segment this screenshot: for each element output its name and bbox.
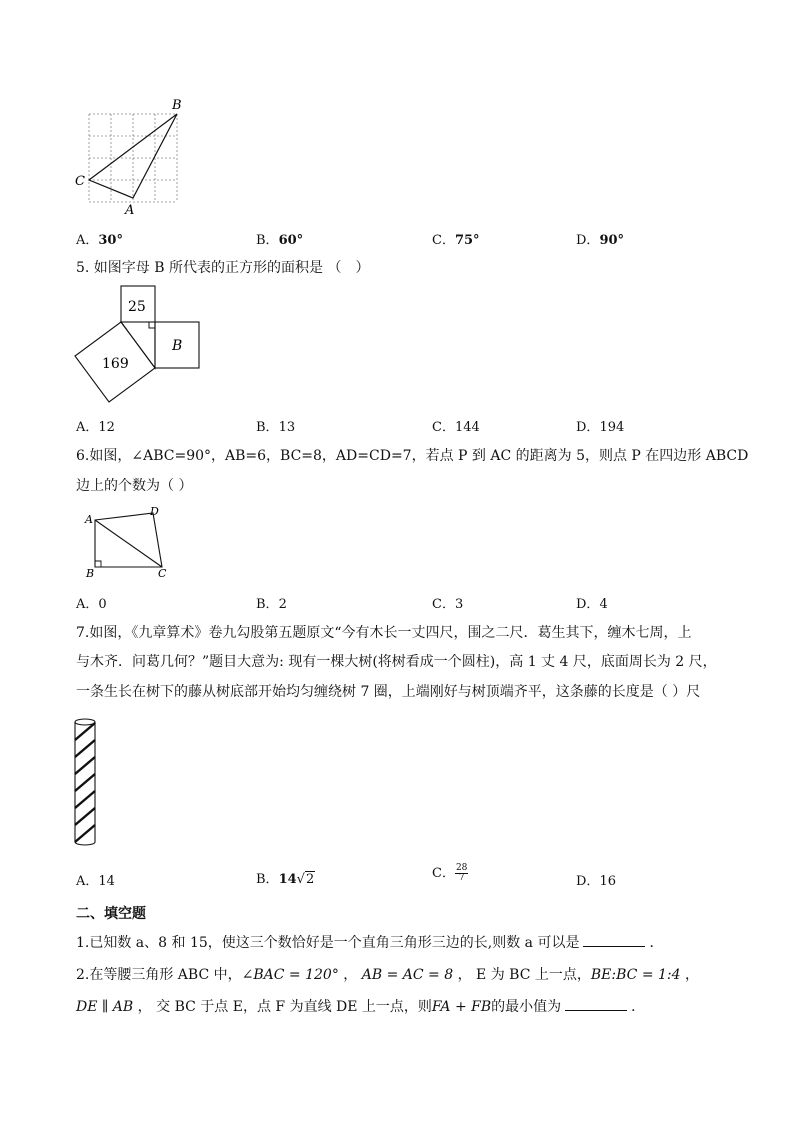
q6-label-a: A xyxy=(85,513,93,526)
q7-stem-line1: 7.如图，《九章算术》卷九勾股第五题原文“今有木长一丈四尺，围之二尺．葛生其下，缠木七周，上 xyxy=(76,625,692,641)
q7-cylinder-figure xyxy=(70,714,100,850)
q4-label-c: C xyxy=(75,174,85,189)
section-title: 二、填空题 xyxy=(76,906,146,922)
q4-option-b[interactable]: B．60° xyxy=(256,233,304,248)
q5-label-b: B xyxy=(172,338,183,354)
q5-label-25: 25 xyxy=(128,299,146,315)
fill-q1: 1.已知数 a、8 和 15，使这三个数恰好是一个直角三角形三边的长,则数 a 可以是 ． xyxy=(76,935,664,951)
q6-right-angle xyxy=(95,561,101,567)
q7-stem-line3: 一条生长在树下的藤从树底部开始均匀缠绕树 7 圈，上端刚好与树顶端齐平，这条藤的长度是（ ）尺 xyxy=(76,684,701,700)
sqrt-icon: √ xyxy=(296,872,305,887)
q6-stem-line2: 边上的个数为（ ） xyxy=(76,478,193,494)
q4-option-d[interactable]: D．90° xyxy=(576,233,625,248)
q6-diagonal-ac xyxy=(95,520,162,567)
q4-label-b: B xyxy=(172,98,182,113)
q6-option-c[interactable]: C．3 xyxy=(432,597,464,612)
q5-option-b[interactable]: B．13 xyxy=(256,420,296,435)
q4-option-a[interactable]: A．30° xyxy=(76,233,123,248)
q5-option-a[interactable]: A．12 xyxy=(76,420,115,435)
q6-label-b: B xyxy=(86,567,95,580)
q4-grid xyxy=(89,114,177,202)
q5-right-angle xyxy=(149,322,155,328)
q5-label-169: 169 xyxy=(102,356,129,372)
q7-cylinder-bottom xyxy=(75,842,95,845)
q4-option-c[interactable]: C．75° xyxy=(432,233,480,248)
fill-q2-blank[interactable] xyxy=(565,998,627,1011)
q5-stem: 5. 如图字母 B 所代表的正方形的面积是 （ ） xyxy=(76,260,370,276)
fill-q2-line2: DE ∥ AB ， 交 BC 于点 E，点 F 为直线 DE 上一点，则FA + FB的最小值为 ． xyxy=(76,999,646,1015)
q5-figure xyxy=(72,282,206,408)
q7-vine xyxy=(75,723,95,842)
q6-stem-line1: 6.如图，∠ABC=90°，AB=6，BC=8，AD=CD=7，若点 P 到 AC 的距离为 5，则点 P 在四边形 ABCD xyxy=(76,448,749,464)
q6-figure xyxy=(80,503,176,581)
q7-option-b[interactable]: B．14√2 xyxy=(256,872,315,887)
q7-stem-line2: 与木齐．问葛几何？”题目大意为: 现有一棵大树(将树看成一个圆柱)，高 1 丈 4 尺，底面周长为 2 尺， xyxy=(76,654,717,670)
q7-option-c[interactable]: C． $\frac{28}{7}$ xyxy=(432,863,468,883)
q6-quadrilateral xyxy=(95,513,162,567)
q6-option-d[interactable]: D．4 xyxy=(576,597,608,612)
q6-option-a[interactable]: A．0 xyxy=(76,597,107,612)
q7-fraction: $\frac{28}{7}$ xyxy=(455,863,468,883)
q4-figure xyxy=(72,98,192,216)
fill-q2-line1: 2.在等腰三角形 ABC 中，∠BAC = 120° ， AB = AC = 8 ， E 为 BC 上一点，BE:BC = 1:4 ， xyxy=(76,967,699,983)
q5-option-c[interactable]: C．144 xyxy=(432,420,480,435)
q4-label-a: A xyxy=(125,203,135,216)
q6-label-c: C xyxy=(158,567,167,580)
q7-option-a[interactable]: A．14 xyxy=(76,874,115,889)
q7-option-d[interactable]: D．16 xyxy=(576,874,616,889)
q6-label-d: D xyxy=(150,505,159,518)
fill-q1-blank[interactable] xyxy=(583,934,645,947)
q6-option-b[interactable]: B．2 xyxy=(256,597,287,612)
q5-option-d[interactable]: D．194 xyxy=(576,420,625,435)
